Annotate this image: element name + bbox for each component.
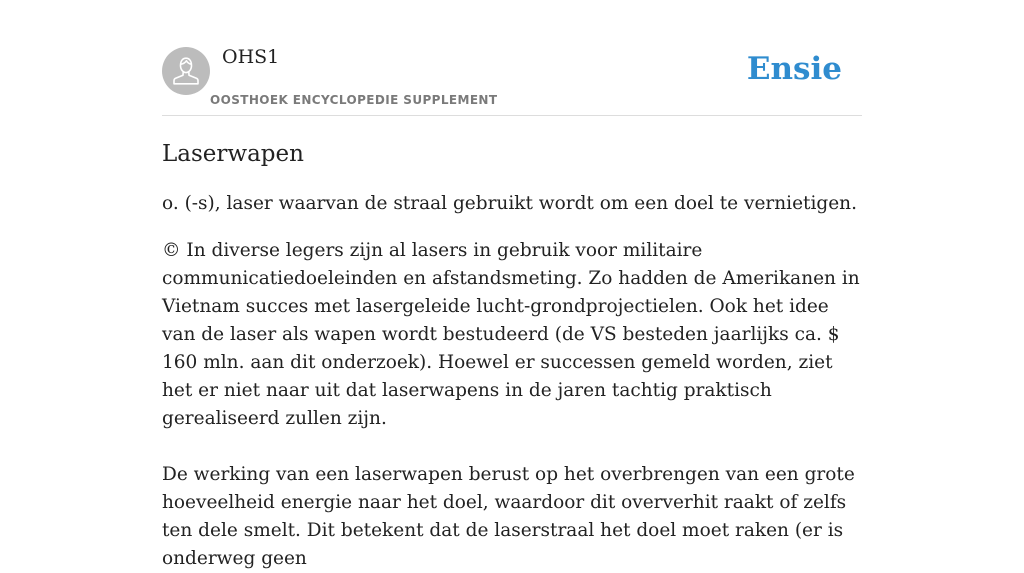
source-subtitle[interactable]: OOSTHOEK ENCYCLOPEDIE SUPPLEMENT: [210, 93, 498, 107]
brand-logo[interactable]: Ensie: [746, 51, 842, 87]
article-definition: o. (-s), laser waarvan de straal gebruikt wordt om een doel te vernietigen.: [162, 193, 857, 214]
article-paragraph: De werking van een laserwapen berust op het overbrengen van een grote hoeveelheid energie naar het doel, waardoor dit oververhit raakt of zelfs ten dele smelt. Dit betekent dat de laserstraal het doel moet raken (er is onderweg geen: [162, 464, 855, 569]
article: [162, 138, 865, 573]
source-header: [162, 0, 862, 116]
article-title: Laserwapen: [162, 141, 304, 167]
user-placeholder-icon[interactable]: [162, 47, 210, 95]
article-paragraph: © In diverse legers zijn al lasers in gebruik voor militaire communicatiedoeleinden en afstandsmeting. Zo hadden de Amerikanen in Vietnam succes met lasergeleide lucht-grondprojectielen. Ook het idee van de laser als wapen wordt bestudeerd (de VS besteden jaarlijks ca. $ 160 mln. aan dit onderzoek). Hoewel er successen gemeld worden, ziet het er niet naar uit dat laserwapens in de jaren tachtig praktisch gerealiseerd zullen zijn.: [162, 240, 860, 429]
source-name[interactable]: OHS1: [222, 46, 280, 68]
